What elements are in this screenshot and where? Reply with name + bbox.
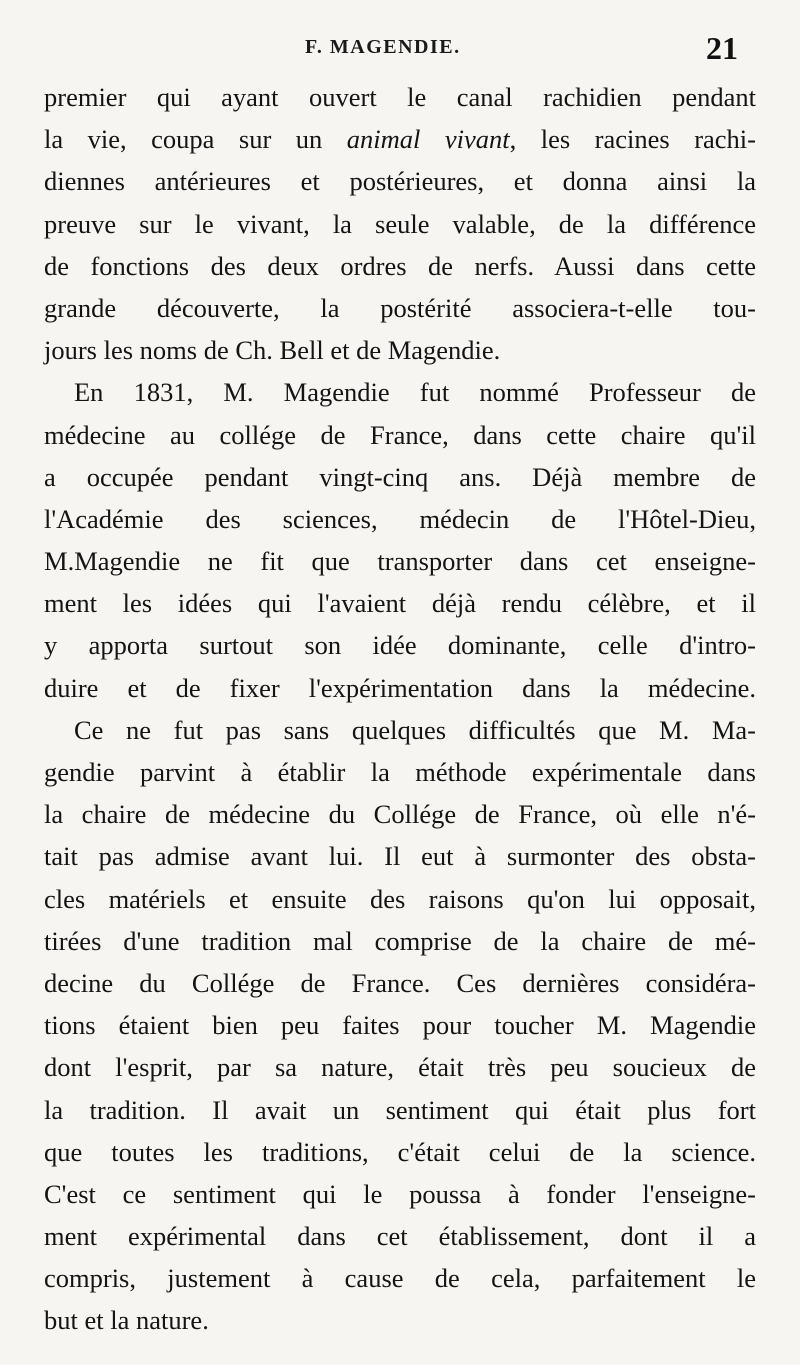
text-line: tions étaient bien peu faites pour toucher M. Magendie — [44, 1010, 756, 1041]
text-line — [44, 118, 756, 160]
text-line: l'Académie des sciences, médecin de l'Hôtel-Dieu, — [44, 503, 756, 534]
text-line: médecine au collége de France, dans cette chaire qu'il — [44, 419, 756, 450]
text-line: que toutes les traditions, c'était celui de la science. — [44, 1136, 756, 1167]
text-line: la tradition. Il avait un sentiment qui était plus fort — [44, 1094, 756, 1125]
text-span: la vie, coupa sur un — [44, 124, 347, 155]
running-head-title: F. MAGENDIE. — [305, 36, 461, 58]
text-line: tirées d'une tradition mal comprise de la chaire de mé- — [44, 925, 756, 956]
text-line: tait pas admise avant lui. Il eut à surmonter des obsta- — [44, 841, 756, 872]
text-line: dont l'esprit, par sa nature, était très peu soucieux de — [44, 1052, 756, 1083]
text-line: En 1831, M. Magendie fut nommé Professeur de — [74, 377, 756, 408]
text-line: diennes antérieures et postérieures, et donna ainsi la — [44, 166, 756, 197]
text-line: duire et de fixer l'expérimentation dans la médecine. — [44, 672, 756, 703]
text-line: gendie parvint à établir la méthode expérimentale dans — [44, 757, 756, 787]
text-line: a occupée pendant vingt-cinq ans. Déjà membre de — [44, 461, 756, 492]
text-line: cles matériels et ensuite des raisons qu'on lui opposait, — [44, 883, 756, 914]
body-text — [44, 76, 756, 1342]
text-line: premier qui ayant ouvert le canal rachidien pendant — [44, 82, 756, 112]
running-head — [0, 30, 800, 66]
text-line: ment expérimental dans cet établissement, dont il a — [44, 1221, 756, 1252]
text-line: M.Magendie ne fit que transporter dans cet enseigne- — [44, 546, 756, 577]
italic-phrase: animal vivant — [346, 124, 510, 155]
text-line: C'est ce sentiment qui le poussa à fonder l'enseigne- — [44, 1178, 756, 1209]
text-line: compris, justement à cause de cela, parfaitement le — [44, 1263, 756, 1294]
text-span: , les racines rachi- — [509, 124, 756, 155]
text-line: jours les noms de Ch. Bell et de Magendie. — [44, 335, 501, 366]
page-number: 21 — [706, 30, 738, 66]
text-line: de fonctions des deux ordres de nerfs. Aussi dans cette — [44, 250, 756, 281]
text-line: Ce ne fut pas sans quelques difficultés que M. Ma- — [74, 714, 756, 745]
text-line: ment les idées qui l'avaient déjà rendu célèbre, et il — [44, 588, 756, 619]
text-line: y apporta surtout son idée dominante, celle d'intro- — [44, 630, 756, 661]
text-line: grande découverte, la postérité associera-t-elle tou- — [44, 292, 756, 323]
text-line: la chaire de médecine du Collége de France, où elle n'é- — [44, 799, 756, 830]
text-line: decine du Collége de France. Ces dernières considéra- — [44, 967, 756, 998]
text-line: but et la nature. — [44, 1305, 209, 1336]
text-line: preuve sur le vivant, la seule valable, de la différence — [44, 208, 756, 239]
